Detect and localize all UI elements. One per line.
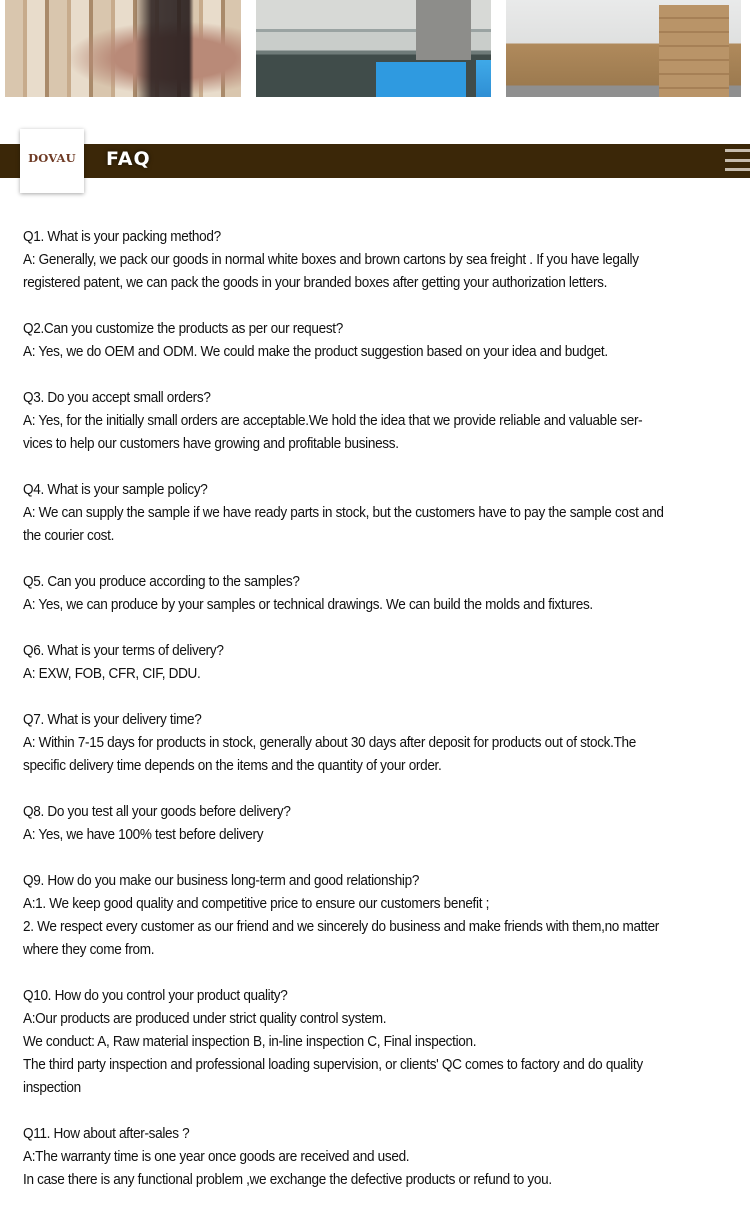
faq-answer-line: A: Within 7-15 days for products in stock, generally about 30 days after deposit for products out of stock.The [23, 735, 636, 751]
warehouse-cartons-photo [506, 0, 741, 97]
faq-answer-line: A: Yes, we can produce by your samples or technical drawings. We can build the molds and fixtures. [23, 597, 593, 613]
faq-answer-line: A:1. We keep good quality and competitive price to ensure our customers benefit ; [23, 896, 490, 912]
faq-answer-line: A: Yes, we have 100% test before delivery [23, 827, 264, 843]
faq-question: Q9. How do you make our business long-term and good relationship? [23, 873, 420, 889]
faq-answer-line: inspection [23, 1080, 81, 1096]
faq-item [23, 801, 733, 847]
faq-answer-line: the courier cost. [23, 528, 115, 544]
faq-answer-line: A: EXW, FOB, CFR, CIF, DDU. [23, 666, 201, 682]
faq-question: Q4. What is your sample policy? [23, 482, 208, 498]
faq-answer-line: where they come from. [23, 942, 155, 958]
faq-item [23, 571, 733, 617]
faq-item [23, 479, 733, 548]
menu-bar [725, 149, 750, 152]
faq-question: Q5. Can you produce according to the samples? [23, 574, 300, 590]
faq-item [23, 318, 733, 364]
faq-item [23, 640, 733, 686]
faq-item [23, 226, 733, 295]
faq-question: Q11. How about after-sales ? [23, 1126, 190, 1142]
brand-logo [20, 129, 84, 193]
faq-answer-line: A: Generally, we pack our goods in normal white boxes and brown cartons by sea freight . If you have legally [23, 252, 639, 268]
faq-question: Q3. Do you accept small orders? [23, 390, 211, 406]
faq-question: Q7. What is your delivery time? [23, 712, 202, 728]
photo-strip [0, 0, 750, 98]
faq-item [23, 870, 733, 962]
faq-answer-line: A: Yes, we do OEM and ODM. We could make the product suggestion based on your idea and budget. [23, 344, 608, 360]
faq-item [23, 709, 733, 778]
faq-answer-line: specific delivery time depends on the items and the quantity of your order. [23, 758, 442, 774]
logo-text: DOVAU [28, 151, 76, 165]
faq-item [23, 1123, 733, 1192]
menu-bar [725, 159, 750, 162]
faq-question: Q10. How do you control your product quality? [23, 988, 288, 1004]
hamburger-menu-icon[interactable] [725, 149, 750, 174]
faq-answer-line: A:Our products are produced under strict quality control system. [23, 1011, 387, 1027]
faq-answer-line: A:The warranty time is one year once goods are received and used. [23, 1149, 410, 1165]
faq-question: Q1. What is your packing method? [23, 229, 221, 245]
faq-question: Q2.Can you customize the products as per our request? [23, 321, 343, 337]
faq-answer-line: vices to help our customers have growing and profitable business. [23, 436, 399, 452]
faq-answer-line: In case there is any functional problem ,we exchange the defective products or refund to you. [23, 1172, 552, 1188]
faq-answer-line: We conduct: A, Raw material inspection B, in-line inspection C, Final inspection. [23, 1034, 477, 1050]
faq-answer-line: A: We can supply the sample if we have ready parts in stock, but the customers have to pay the sample cost and [23, 505, 664, 521]
section-title: FAQ [106, 148, 151, 170]
faq-question: Q6. What is your terms of delivery? [23, 643, 224, 659]
faq-item [23, 387, 733, 456]
production-line-photo [256, 0, 491, 97]
faq-answer-line: The third party inspection and professional loading supervision, or clients' QC comes to factory and do quality [23, 1057, 643, 1073]
worker-stacking-boxes-photo [5, 0, 241, 97]
faq-question: Q8. Do you test all your goods before delivery? [23, 804, 291, 820]
faq-answer-line: 2. We respect every customer as our friend and we sincerely do business and make friends with them,no matter [23, 919, 659, 935]
faq-answer-line: A: Yes, for the initially small orders are acceptable.We hold the idea that we provide reliable and valuable ser- [23, 413, 643, 429]
menu-bar [725, 168, 750, 171]
faq-item [23, 985, 733, 1100]
faq-answer-line: registered patent, we can pack the goods in your branded boxes after getting your authorization letters. [23, 275, 608, 291]
faq-list [23, 226, 733, 1215]
